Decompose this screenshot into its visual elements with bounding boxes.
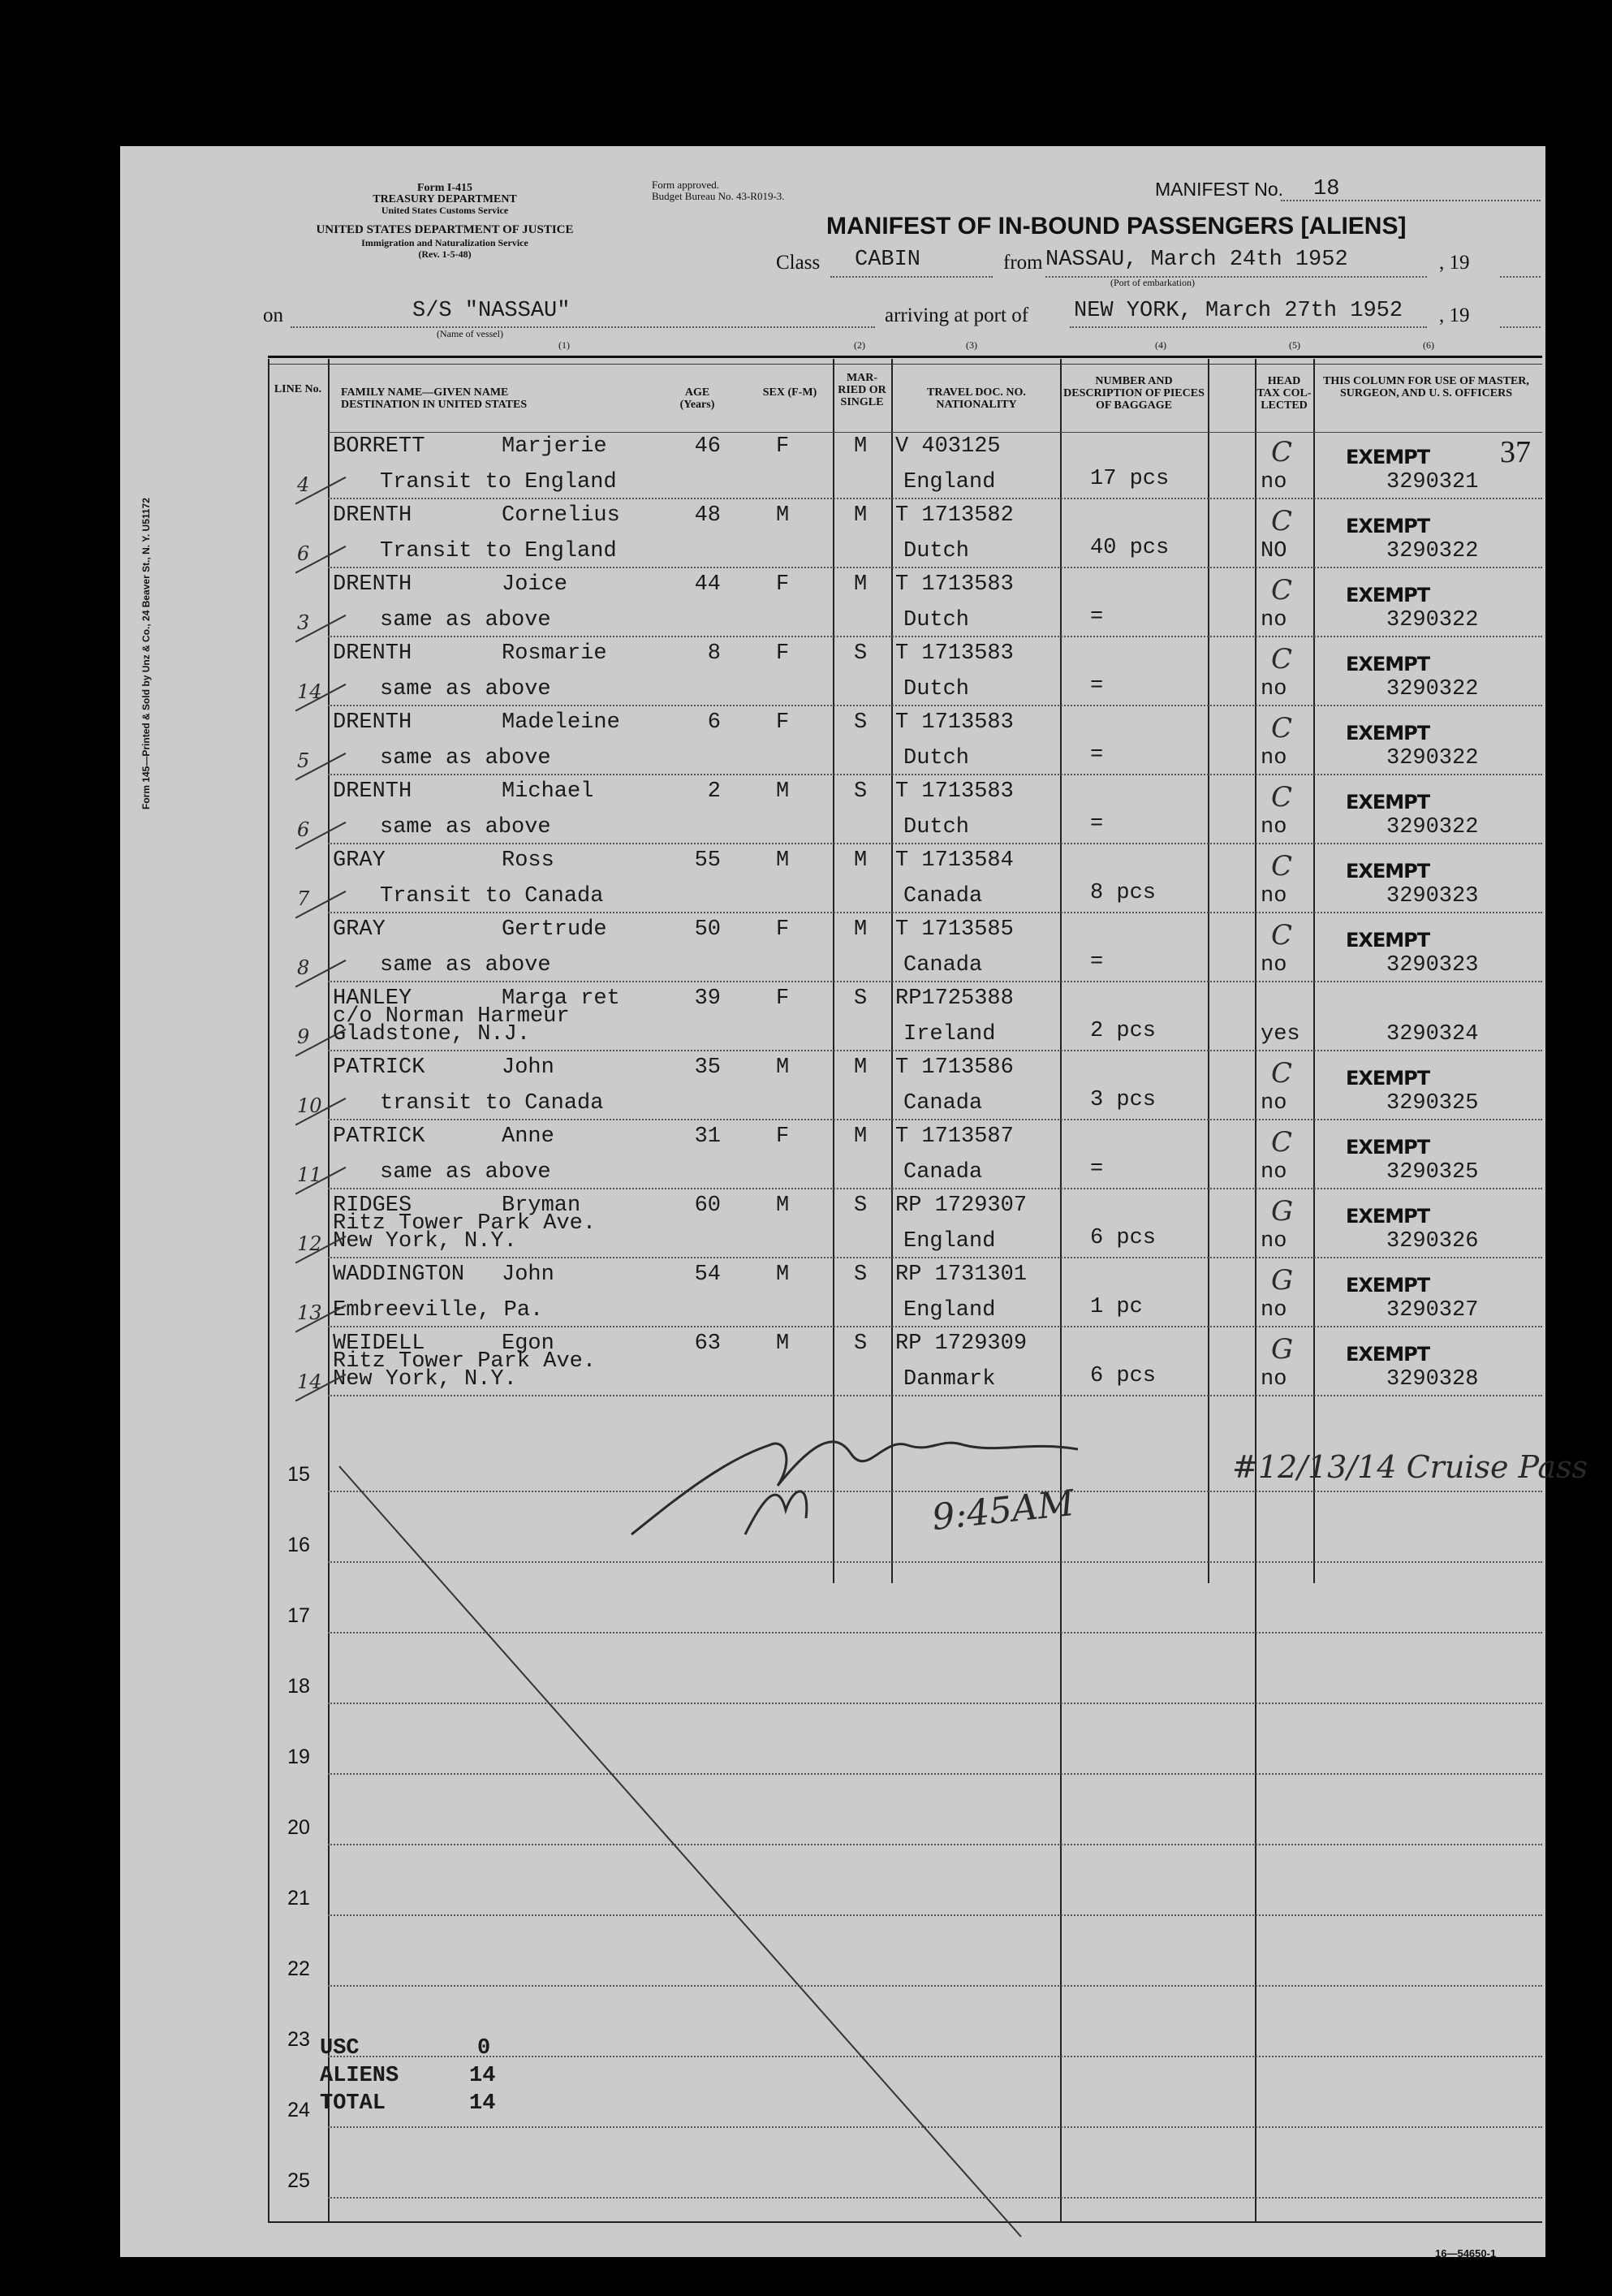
exempt-stamp: EXEMPT	[1346, 1136, 1430, 1159]
marital-status: S	[854, 779, 868, 804]
tax-collected: no	[1261, 746, 1287, 770]
travel-doc: RP 1731301	[895, 1262, 1028, 1287]
head-tax-mark: G	[1271, 1333, 1294, 1366]
baggage: =	[1090, 605, 1104, 629]
sex: F	[776, 1124, 790, 1149]
baggage: =	[1090, 812, 1104, 836]
age: 50	[694, 917, 721, 942]
head-tax-mark: C	[1271, 712, 1293, 744]
exempt-stamp: EXEMPT	[1346, 653, 1430, 675]
nationality: Canada	[903, 1091, 983, 1116]
surname: DRENTH	[333, 503, 412, 528]
baggage: =	[1090, 674, 1104, 698]
given-name: John	[502, 1055, 554, 1080]
line-number: 12	[297, 1232, 322, 1255]
vessel-name: S/S "NASSAU"	[412, 299, 571, 323]
exempt-stamp: EXEMPT	[1346, 515, 1430, 537]
line-number: 4	[297, 473, 310, 496]
tax-collected: no	[1261, 884, 1287, 908]
sex: F	[776, 641, 790, 666]
officer-number: 3290323	[1386, 953, 1479, 978]
nationality: Canada	[903, 884, 983, 908]
nationality: Dutch	[903, 608, 970, 632]
baggage: 1 pc	[1090, 1295, 1143, 1319]
line-number: 6	[297, 818, 310, 841]
col-num-2: (2)	[854, 339, 865, 351]
tax-collected: NO	[1261, 539, 1287, 563]
travel-doc: RP 1729307	[895, 1193, 1028, 1218]
travel-doc: T 1713582	[895, 503, 1014, 528]
totals-usc-label: USC	[320, 2036, 360, 2061]
baggage: 2 pcs	[1090, 1019, 1157, 1043]
head-tax-mark: C	[1271, 781, 1293, 814]
marital-status: M	[854, 1124, 868, 1149]
line-number: 21	[287, 1887, 310, 1910]
line-number: 7	[297, 887, 310, 910]
exempt-stamp: EXEMPT	[1346, 860, 1430, 883]
given-name: Michael	[502, 779, 594, 804]
manifest-label: MANIFEST No.	[1155, 179, 1284, 200]
tax-collected: no	[1261, 953, 1287, 978]
given-name: Madeleine	[502, 710, 620, 735]
baggage: =	[1090, 950, 1104, 974]
age: 8	[707, 641, 721, 666]
col-header-line: LINE No.	[274, 383, 322, 395]
age: 2	[707, 779, 721, 804]
form-number: Form I-415	[416, 182, 473, 194]
nationality: Ireland	[903, 1022, 996, 1047]
from-label: from	[1003, 252, 1043, 274]
line-number: 10	[297, 1094, 322, 1117]
from-value: NASSAU, March 24th 1952	[1045, 248, 1348, 272]
travel-doc: T 1713584	[895, 848, 1014, 873]
marital-status: M	[854, 572, 868, 597]
tax-collected: no	[1261, 1160, 1287, 1185]
totals-aliens-label: ALIENS	[320, 2064, 399, 2088]
age: 31	[694, 1124, 721, 1149]
line-number: 14	[297, 1370, 322, 1393]
given-name: Rosmarie	[502, 641, 607, 666]
marital-status: S	[854, 986, 868, 1011]
col-header-age: AGE (Years)	[679, 386, 715, 411]
justice-dept: UNITED STATES DEPARTMENT OF JUSTICE	[316, 223, 574, 236]
age: 44	[694, 572, 721, 597]
officer-number: 3290327	[1386, 1298, 1479, 1323]
destination-1: same as above	[380, 677, 551, 701]
officer-number: 3290322	[1386, 539, 1479, 563]
col-header-headtax: HEAD TAX COL-LECTED	[1256, 375, 1312, 412]
line-number: 14	[297, 680, 322, 703]
time-note: 9:45AM	[929, 1482, 1076, 1539]
cruise-note: #12/13/14 Cruise Pass	[1232, 1449, 1588, 1485]
age: 46	[694, 434, 721, 459]
travel-doc: T 1713583	[895, 710, 1014, 735]
totals-total: 14	[469, 2091, 496, 2116]
surname: WADDINGTON	[333, 1262, 465, 1287]
destination-1: c/o Norman Harmeur	[333, 1004, 570, 1029]
exempt-stamp: EXEMPT	[1346, 1274, 1430, 1297]
officer-number: 3290325	[1386, 1091, 1479, 1116]
marital-status: S	[854, 710, 868, 735]
col-header-sex: SEX (F-M)	[762, 386, 817, 399]
cancel-line	[331, 1461, 1029, 2241]
surname: DRENTH	[333, 710, 412, 735]
officer-number: 3290322	[1386, 815, 1479, 839]
on-label: on	[263, 304, 283, 326]
travel-doc: T 1713585	[895, 917, 1014, 942]
officer-number: 3290322	[1386, 608, 1479, 632]
travel-doc: RP 1729309	[895, 1331, 1028, 1356]
nationality: Danmark	[903, 1367, 996, 1392]
treasury-dept: TREASURY DEPARTMENT	[373, 193, 517, 205]
sex: F	[776, 710, 790, 735]
nationality: Canada	[903, 953, 983, 978]
side-print: Form 145—Printed & Sold by Unz & Co., 24 Beaver St., N. Y. U51172	[140, 498, 152, 809]
destination-1: same as above	[380, 746, 551, 770]
page-stamp: 37	[1500, 435, 1531, 469]
destination-1: Transit to England	[380, 470, 617, 494]
baggage: 40 pcs	[1090, 536, 1170, 560]
exempt-stamp: EXEMPT	[1346, 1343, 1430, 1366]
destination-1: same as above	[380, 953, 551, 978]
destination-2: Embreeville, Pa.	[333, 1298, 544, 1323]
head-tax-mark: C	[1271, 505, 1293, 537]
sex: M	[776, 1055, 790, 1080]
head-tax-mark: C	[1271, 643, 1293, 675]
class-label: Class	[776, 252, 821, 274]
travel-doc: T 1713586	[895, 1055, 1014, 1080]
age: 39	[694, 986, 721, 1011]
baggage: 8 pcs	[1090, 881, 1157, 905]
head-tax-mark: C	[1271, 850, 1293, 883]
given-name: Gertrude	[502, 917, 607, 942]
form-approved: Form approved.	[652, 179, 720, 191]
tax-collected: yes	[1261, 1022, 1300, 1047]
age: 48	[694, 503, 721, 528]
vessel-caption: (Name of vessel)	[437, 328, 503, 339]
officer-number: 3290322	[1386, 746, 1479, 770]
tax-collected: no	[1261, 815, 1287, 839]
tax-collected: no	[1261, 1367, 1287, 1392]
nationality: England	[903, 470, 996, 494]
tax-collected: no	[1261, 1298, 1287, 1323]
given-name: Cornelius	[502, 503, 620, 528]
line-number: 13	[297, 1301, 322, 1324]
line-number: 23	[287, 2028, 310, 2051]
given-name: Anne	[502, 1124, 554, 1149]
col-header-baggage: NUMBER AND DESCRIPTION OF PIECES OF BAGGAGE	[1063, 375, 1205, 412]
age: 55	[694, 848, 721, 873]
travel-doc: T 1713587	[895, 1124, 1014, 1149]
line-number: 9	[297, 1025, 310, 1048]
col-header-married: MAR-RIED OR SINGLE	[838, 372, 886, 408]
line-number: 18	[287, 1675, 310, 1698]
sex: M	[776, 1331, 790, 1356]
year-suffix-2: , 19	[1439, 304, 1470, 326]
nationality: Dutch	[903, 539, 970, 563]
exempt-stamp: EXEMPT	[1346, 1205, 1430, 1228]
given-name: Marjerie	[502, 434, 607, 459]
col-num-4: (4)	[1155, 339, 1166, 351]
travel-doc: V 403125	[895, 434, 1001, 459]
nationality: Dutch	[903, 815, 970, 839]
age: 35	[694, 1055, 721, 1080]
baggage: =	[1090, 743, 1104, 767]
head-tax-mark: C	[1271, 436, 1293, 468]
port-embark-caption: (Port of embarkation)	[1110, 277, 1195, 288]
sex: M	[776, 1193, 790, 1218]
destination-2: New York, N.Y.	[333, 1229, 517, 1254]
head-tax-mark: G	[1271, 1195, 1294, 1228]
col-header-travel: TRAVEL DOC. NO. NATIONALITY	[927, 386, 1026, 411]
surname: PATRICK	[333, 1124, 425, 1149]
given-name: Bryman	[502, 1193, 581, 1218]
surname: RIDGES	[333, 1193, 412, 1218]
surname: WEIDELL	[333, 1331, 425, 1356]
tax-collected: no	[1261, 608, 1287, 632]
exempt-stamp: EXEMPT	[1346, 791, 1430, 814]
travel-doc: T 1713583	[895, 779, 1014, 804]
baggage: =	[1090, 1157, 1104, 1181]
col-num-3: (3)	[966, 339, 977, 351]
travel-doc: RP1725388	[895, 986, 1014, 1011]
sex: M	[776, 848, 790, 873]
sex: M	[776, 779, 790, 804]
age: 6	[707, 710, 721, 735]
destination-1: Transit to England	[380, 539, 617, 563]
marital-status: M	[854, 434, 868, 459]
surname: GRAY	[333, 848, 386, 873]
marital-status: S	[854, 641, 868, 666]
exempt-stamp: EXEMPT	[1346, 446, 1430, 468]
given-name: Ross	[502, 848, 554, 873]
budget-bureau: Budget Bureau No. 43-R019-3.	[652, 190, 785, 202]
line-number: 5	[297, 749, 310, 772]
marital-status: M	[854, 917, 868, 942]
col-header-name: FAMILY NAME—GIVEN NAME DESTINATION IN UNITED STATES	[341, 386, 528, 411]
arriving-value: NEW YORK, March 27th 1952	[1074, 299, 1403, 323]
revision: (Rev. 1-5-48)	[418, 248, 472, 260]
sex: F	[776, 986, 790, 1011]
given-name: Marga ret	[502, 986, 620, 1011]
head-tax-mark: C	[1271, 574, 1293, 606]
class-value: CABIN	[855, 248, 921, 272]
totals-aliens: 14	[469, 2064, 496, 2088]
sex: F	[776, 434, 790, 459]
line-number: 8	[297, 956, 310, 979]
officer-number: 3290322	[1386, 677, 1479, 701]
head-tax-mark: C	[1271, 1057, 1293, 1090]
marital-status: M	[854, 503, 868, 528]
line-number: 3	[297, 611, 310, 634]
head-tax-mark: C	[1271, 1126, 1293, 1159]
line-number: 25	[287, 2169, 310, 2192]
destination-1: Transit to Canada	[380, 884, 604, 908]
destination-1: Ritz Tower Park Ave.	[333, 1211, 597, 1236]
col-header-officers: THIS COLUMN FOR USE OF MASTER, SURGEON, AND U. S. OFFICERS	[1323, 375, 1529, 399]
nationality: Canada	[903, 1160, 983, 1185]
manifest-sheet	[120, 146, 1588, 2259]
officer-number: 3290325	[1386, 1160, 1479, 1185]
destination-1: same as above	[380, 815, 551, 839]
given-name: Egon	[502, 1331, 554, 1356]
arriving-label: arriving at port of	[885, 304, 1029, 326]
surname: GRAY	[333, 917, 386, 942]
head-tax-mark: C	[1271, 919, 1293, 952]
officer-number: 3290321	[1386, 470, 1479, 494]
baggage: 17 pcs	[1090, 467, 1170, 491]
col-num-6: (6)	[1423, 339, 1434, 351]
marital-status: S	[854, 1331, 868, 1356]
head-tax-mark: G	[1271, 1264, 1294, 1297]
surname: DRENTH	[333, 779, 412, 804]
line-number: 24	[287, 2099, 310, 2121]
nationality: England	[903, 1298, 996, 1323]
officer-number: 3290323	[1386, 884, 1479, 908]
col-num-5: (5)	[1289, 339, 1300, 351]
col-num-1: (1)	[558, 339, 570, 351]
tax-collected: no	[1261, 1229, 1287, 1254]
marital-status: S	[854, 1193, 868, 1218]
travel-doc: T 1713583	[895, 641, 1014, 666]
travel-doc: T 1713583	[895, 572, 1014, 597]
footer-code: 16—54650-1	[1435, 2247, 1497, 2259]
baggage: 6 pcs	[1090, 1226, 1157, 1250]
destination-2: Gladstone, N.J.	[333, 1022, 531, 1047]
age: 63	[694, 1331, 721, 1356]
line-number: 19	[287, 1746, 310, 1768]
exempt-stamp: EXEMPT	[1346, 722, 1430, 744]
nationality: Dutch	[903, 677, 970, 701]
destination-1: Ritz Tower Park Ave.	[333, 1349, 597, 1374]
destination-1: transit to Canada	[380, 1091, 604, 1116]
destination-2: New York, N.Y.	[333, 1367, 517, 1392]
sex: F	[776, 572, 790, 597]
given-name: Joice	[502, 572, 568, 597]
customs-service: United States Customs Service	[381, 205, 509, 216]
line-number: 22	[287, 1957, 310, 1980]
nationality: England	[903, 1229, 996, 1254]
sex: M	[776, 1262, 790, 1287]
year-suffix: , 19	[1439, 252, 1470, 274]
manifest-number: 18	[1313, 177, 1340, 201]
officer-number: 3290328	[1386, 1367, 1479, 1392]
manifest-title: MANIFEST OF IN-BOUND PASSENGERS [ALIENS]	[826, 213, 1407, 240]
baggage: 3 pcs	[1090, 1088, 1157, 1112]
exempt-stamp: EXEMPT	[1346, 1067, 1430, 1090]
sex: M	[776, 503, 790, 528]
surname: BORRETT	[333, 434, 425, 459]
surname: PATRICK	[333, 1055, 425, 1080]
age: 54	[694, 1262, 721, 1287]
totals-total-label: TOTAL	[320, 2091, 386, 2116]
sex: F	[776, 917, 790, 942]
ins-service: Immigration and Naturalization Service	[361, 237, 528, 248]
surname: DRENTH	[333, 572, 412, 597]
tax-collected: no	[1261, 1091, 1287, 1116]
tax-collected: no	[1261, 677, 1287, 701]
line-number: 6	[297, 542, 310, 565]
line-number: 20	[287, 1816, 310, 1839]
line-number: 16	[287, 1534, 310, 1556]
destination-1: same as above	[380, 1160, 551, 1185]
baggage: 6 pcs	[1090, 1364, 1157, 1388]
given-name: John	[502, 1262, 554, 1287]
age: 60	[694, 1193, 721, 1218]
line-number: 11	[297, 1163, 322, 1186]
destination-1: same as above	[380, 608, 551, 632]
line-number: 17	[287, 1604, 310, 1627]
exempt-stamp: EXEMPT	[1346, 584, 1430, 606]
marital-status: M	[854, 848, 868, 873]
surname: DRENTH	[333, 641, 412, 666]
exempt-stamp: EXEMPT	[1346, 929, 1430, 952]
marital-status: M	[854, 1055, 868, 1080]
marital-status: S	[854, 1262, 868, 1287]
tax-collected: no	[1261, 470, 1287, 494]
surname: HANLEY	[333, 986, 412, 1011]
nationality: Dutch	[903, 746, 970, 770]
line-number: 15	[287, 1463, 310, 1486]
officer-number: 3290326	[1386, 1229, 1479, 1254]
totals-usc: 0	[477, 2036, 491, 2061]
officer-number: 3290324	[1386, 1022, 1479, 1047]
